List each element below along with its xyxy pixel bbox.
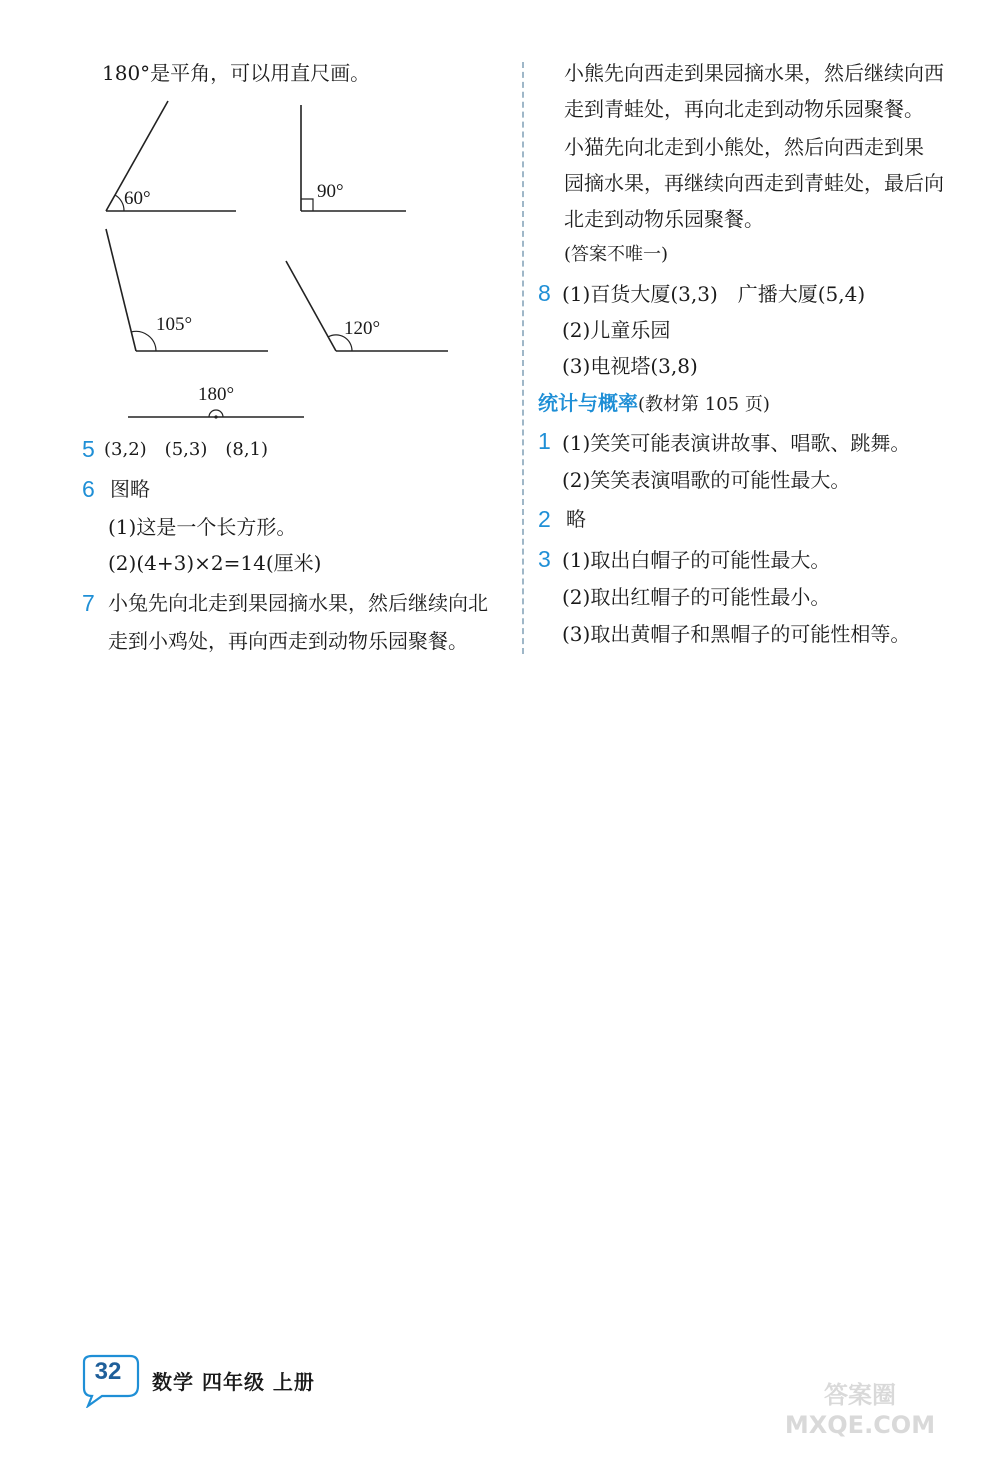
answer-line-4: 园摘水果，再继续向西走到青蛙处，最后向: [564, 171, 944, 195]
s2-line-1: 略: [566, 507, 586, 531]
angle-120-label: 120°: [344, 318, 381, 339]
watermark: 答案圈 MXQE.COM: [784, 1381, 936, 1439]
angle-180-figure: [128, 384, 304, 419]
answer-note: (答案不唯一): [564, 244, 669, 265]
flat-angle-note: 180°是平角，可以用直尺画。: [102, 61, 371, 85]
section-reference: (教材第 105 页): [638, 394, 770, 415]
answer-line-1: 小熊先向西走到果园摘水果，然后继续向西: [564, 61, 944, 85]
angle-105-figure: [106, 229, 268, 351]
answer-line-2: 走到青蛙处，再向北走到动物乐园聚餐。: [564, 97, 924, 121]
s1-line-2: (2)笑笑表演唱歌的可能性最大。: [562, 468, 851, 492]
section-heading: [538, 390, 770, 418]
s3-line-2: (2)取出红帽子的可能性最小。: [562, 585, 831, 609]
angle-120-figure: [286, 261, 448, 351]
q6-number: 6: [82, 476, 95, 502]
answer-line-5: 北走到动物乐园聚餐。: [564, 207, 764, 231]
s3-number: 3: [538, 546, 551, 572]
q8-line-1: (1)百货大厦(3,3) 广播大厦(5,4): [562, 282, 866, 306]
q6-line-2: (2)(4+3)×2=14(厘米): [108, 551, 322, 575]
q7-line-1: 小兔先向北走到果园摘水果，然后继续向北: [108, 591, 488, 615]
section-title: 统计与概率: [538, 391, 638, 415]
q7-number: 7: [82, 590, 95, 616]
s3-line-3: (3)取出黄帽子和黑帽子的可能性相等。: [562, 622, 911, 646]
angle-60-figure: [106, 101, 236, 211]
s3-line-1: (1)取出白帽子的可能性最大。: [562, 548, 831, 572]
angle-diagrams: [90, 95, 550, 435]
q7-line-2: 走到小鸡处，再向西走到动物乐园聚餐。: [108, 629, 468, 653]
angle-105-label: 105°: [156, 314, 193, 335]
angle-180-label: 180°: [198, 384, 235, 405]
q5-number: 5: [82, 436, 95, 462]
angle-90-label: 90°: [317, 181, 344, 202]
angle-90-figure: [301, 105, 406, 211]
s1-line-1: (1)笑笑可能表演讲故事、唱歌、跳舞。: [562, 431, 911, 455]
q8-line-3: (3)电视塔(3,8): [562, 354, 698, 378]
s2-number: 2: [538, 506, 551, 532]
q5-answer: (3,2) (5,3) (8,1): [104, 439, 269, 460]
page-number: 32: [94, 1358, 122, 1385]
answer-line-3: 小猫先向北走到小熊处，然后向西走到果: [564, 135, 924, 159]
q8-line-2: (2)儿童乐园: [562, 318, 671, 342]
q6-title: 图略: [110, 477, 150, 501]
column-divider: [522, 62, 524, 654]
q8-number: 8: [538, 280, 551, 306]
s1-number: 1: [538, 428, 551, 454]
book-title: 数学 四年级 上册: [152, 1370, 315, 1394]
q6-line-1: (1)这是一个长方形。: [108, 515, 297, 539]
angle-60-label: 60°: [124, 188, 151, 209]
